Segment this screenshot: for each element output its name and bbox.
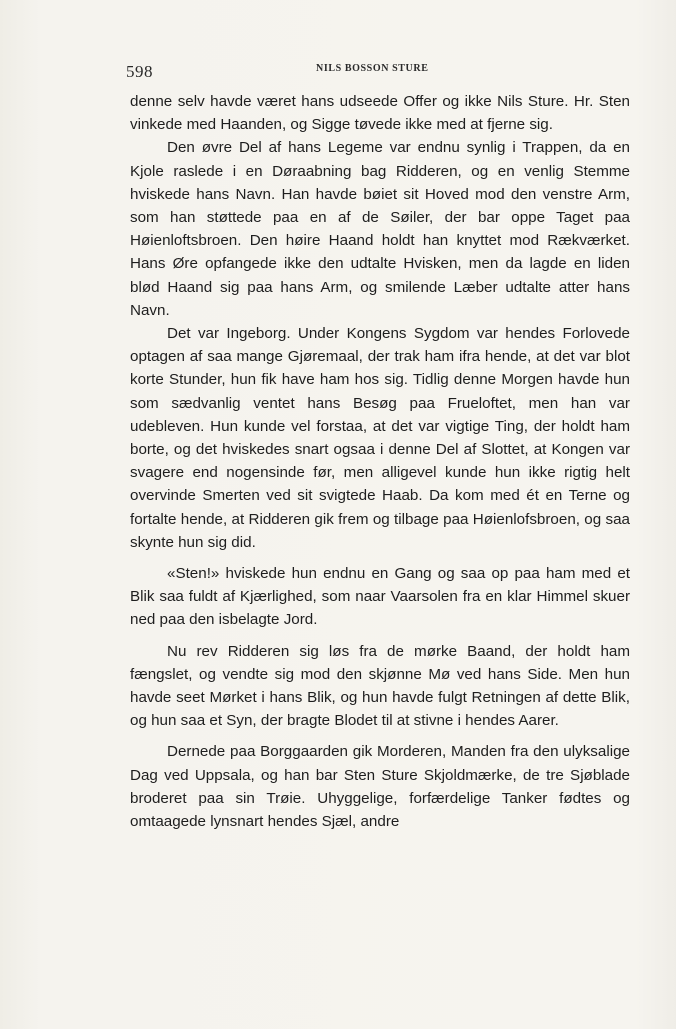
page-header [126,60,631,84]
page-number: 598 [126,62,153,81]
paragraph: Dernede paa Borggaarden gik Morderen, Manden fra den ulyksalige Dag ved Uppsala, og han bar Sten Sture Skjoldmærke, de tre Sjøblade broderet paa sin Trøie. Uhyggelige, forfærdelige Tanker fødtes og omtaagede lynsnart hendes Sjæl, andre [130,743,630,831]
paragraph: Det var Ingeborg. Under Kongens Sygdom var hendes Forlovede optagen af saa mange Gjøremaal, der trak ham ifra hende, at det var blot korte Stunder, hun fik have ham hos sig. Tidlig denne Morgen havde hun som sædvanlig ventet hans Besøg paa Frueloftet, men han var udebleven. Hun kunde vel forstaa, at det var vigtige Ting, der holdt ham borte, og det hviskedes snart ogsaa i denne Del af Slottet, at Kongen var svagere end nogensinde før, men alligevel kunde hun ikke rigtig helt overvinde Smerten ved sit svigtede Haab. Da kom med ét en Terne og fortalte hende, at Ridderen gik frem og tilbage paa Høienlofsbroen, og saa skynte hun sig did. [130,325,630,551]
paragraph: Nu rev Ridderen sig løs fra de mørke Baand, der holdt ham fængslet, og vendte sig mod den skjønne Mø ved hans Side. Men hun havde seet Mørket i hans Blik, og hun havde fulgt Retningen af dette Blik, og hun saa et Syn, der bragte Blodet til at stivne i hendes Aarer. [130,642,630,730]
paragraph: Den øvre Del af hans Legeme var endnu synlig i Trappen, da en Kjole raslede i en Døraabning bag Ridderen, og en venlig Stemme hviskede hans Navn. Han havde bøiet sit Hoved mod den venstre Arm, som han støttede paa en af de Søiler, der bar oppe Taget paa Høienloftsbroen. Den høire Haand holdt han knyttet mod Rækværket. Hans Øre opfangede ikke den udtalte Hvisken, men da lagde en liden blød Haand sig paa hans Arm, og smilende Læber udtalte atter hans Navn. [130,139,630,319]
running-title: NILS BOSSON STURE [316,63,429,74]
paragraph: «Sten!» hviskede hun endnu en Gang og saa op paa ham med et Blik saa fuldt af Kjærlighed, som naar Vaarsolen fra en klar Himmel skuer ned paa den isbelagte Jord. [130,565,630,629]
paragraph-continuation: denne selv havde været hans udseede Offer og ikke Nils Sture. Hr. Sten vinkede med Haanden, og Sigge tøvede ikke med at fjerne sig. [130,93,630,134]
body-text [130,90,630,833]
